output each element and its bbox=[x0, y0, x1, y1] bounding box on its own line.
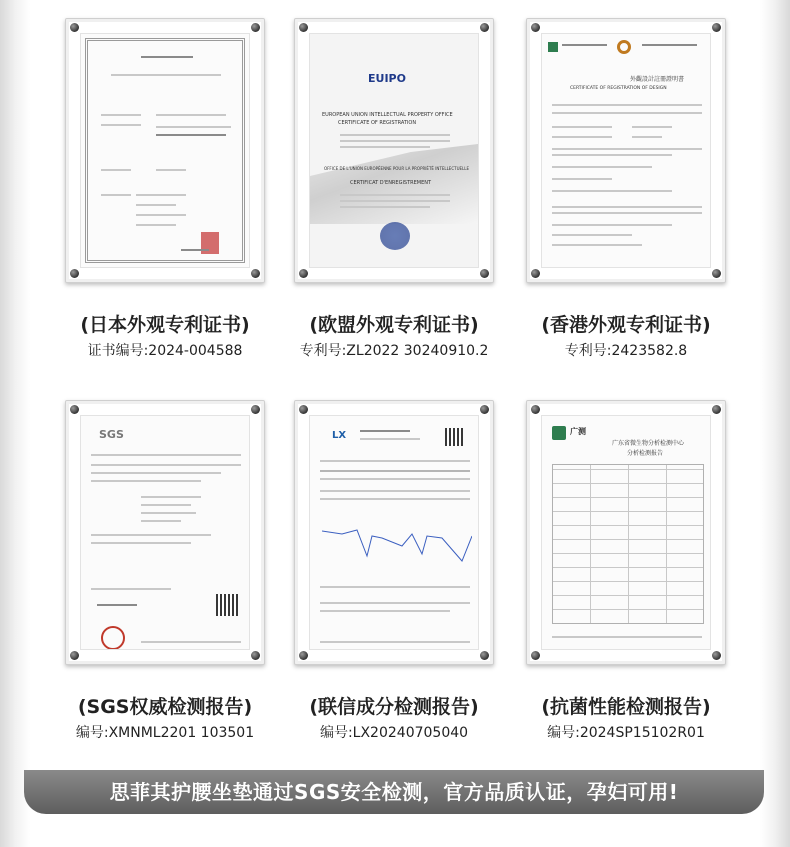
certificate-number: 证书编号:2024-004588 bbox=[87, 343, 243, 359]
certificate-number: 编号:2024SP15102R01 bbox=[547, 725, 705, 741]
certificate-plaque bbox=[294, 18, 494, 283]
certificate-plaque bbox=[65, 18, 265, 283]
hongkong-certificate-image: 外觀設計註冊證明書 CERTIFICATE OF REGISTRATION OF DESIGN bbox=[541, 33, 711, 268]
certificate-caption: (日本外观专利证书) bbox=[80, 314, 250, 336]
certificate-number: 编号:XMNML2201 103501 bbox=[75, 725, 255, 741]
certificate-number: 专利号:ZL2022 30240910.2 bbox=[299, 343, 489, 359]
sgs-report-image bbox=[80, 415, 250, 650]
certificate-caption: (香港外观专利证书) bbox=[541, 314, 711, 336]
certificate-caption: (抗菌性能检测报告) bbox=[541, 696, 711, 718]
certificate-caption: (联信成分检测报告) bbox=[309, 696, 479, 718]
certificate-plaque bbox=[526, 18, 726, 283]
euipo-logo: EUIPO bbox=[368, 72, 406, 85]
antibacterial-report-image: 广测 广东省微生物分析检测中心 分析检测报告 bbox=[541, 415, 711, 650]
certificate-plaque bbox=[65, 400, 265, 665]
bottom-banner: 思菲其护腰坐垫通过SGS安全检测，官方品质认证，孕妇可用! bbox=[24, 770, 764, 814]
certificate-plaque bbox=[526, 400, 726, 665]
certificate-number: 专利号:2423582.8 bbox=[564, 343, 688, 359]
sgs-logo: SGS bbox=[99, 428, 124, 441]
lx-report-image bbox=[309, 415, 479, 650]
eu-certificate-image: EUIPO EUROPEAN UNION INTELLECTUAL PROPERTY OFFICE CERTIFICATE OF REGISTRATION OFFICE DE L'UNION EUROPÉENNE POUR LA PROPRIÉTÉ INTELLECTUELLE CERTIFICAT D'ENREGISTREMENT bbox=[309, 33, 479, 268]
lx-logo: LX bbox=[332, 430, 347, 441]
certificate-number: 编号:LX20240705040 bbox=[319, 725, 469, 741]
guangce-logo: 广测 bbox=[570, 427, 586, 436]
certificate-caption: (SGS权威检测报告) bbox=[77, 696, 253, 718]
certificate-caption: (欧盟外观专利证书) bbox=[309, 314, 479, 336]
certificate-plaque bbox=[294, 400, 494, 665]
japan-certificate-image bbox=[80, 33, 250, 268]
